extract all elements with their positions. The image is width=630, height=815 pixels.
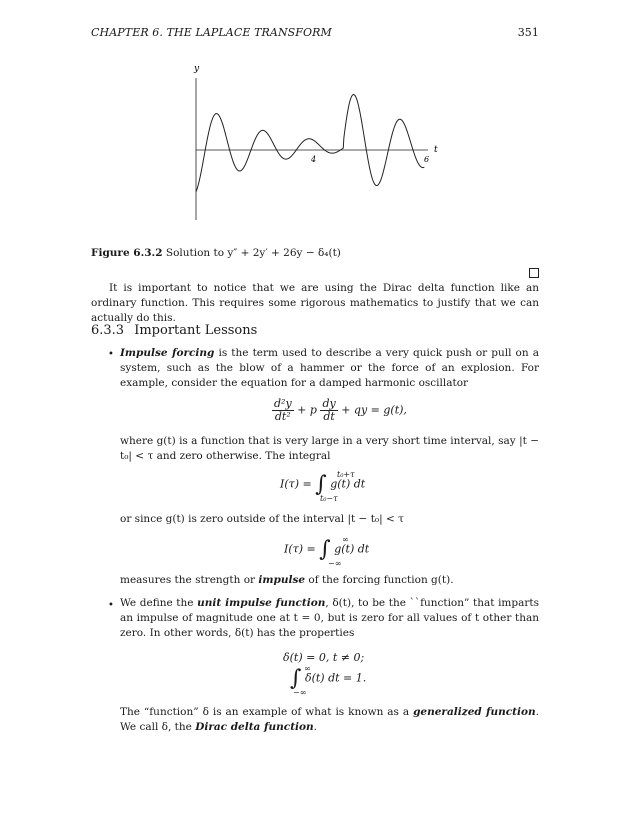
chapter-title: CHAPTER 6. THE LAPLACE TRANSFORM bbox=[91, 26, 332, 39]
solution-curve bbox=[196, 95, 424, 192]
tick-label-4: 4 bbox=[311, 155, 317, 164]
page-number: 351 bbox=[517, 26, 539, 39]
caption-text: Solution to y″ + 2y′ + 26y − δ₄(t) bbox=[165, 247, 341, 259]
frac2-den: dt bbox=[323, 410, 335, 423]
eq2-upper-limit: t₀+τ bbox=[337, 470, 355, 479]
term-dirac-delta: Dirac delta function bbox=[195, 721, 314, 733]
tick-label-6: 6 bbox=[424, 155, 430, 164]
eq2-right: g(t) dt bbox=[330, 477, 366, 491]
section-title: Important Lessons bbox=[134, 323, 258, 338]
frac2-num: dy bbox=[322, 397, 336, 410]
eq2-left: I(τ) = bbox=[280, 477, 312, 491]
eq3-upper-limit: ∞ bbox=[342, 535, 349, 544]
b2-text1b: , δ(t), to be the ``function” that imparts an impulse of magnitude one at t = 0, but is zero for all values of t other than zero. In other words, δ(t) has the properties bbox=[120, 597, 539, 639]
equation-impulse-integral bbox=[280, 472, 365, 506]
running-header bbox=[91, 26, 539, 42]
figure-caption bbox=[91, 247, 341, 259]
equation-impulse-infinite bbox=[284, 537, 369, 571]
term-impulse-forcing: Impulse forcing bbox=[120, 347, 215, 359]
equation-delta-zero: δ(t) = 0, t ≠ 0; bbox=[283, 651, 365, 664]
frac-dy bbox=[320, 398, 337, 423]
paragraph-delta-note: It is important to notice that we are using the Dirac delta function like an ordinary function. This requires some rigorous mathematics to justify that we can actually do this. bbox=[91, 282, 539, 324]
b1-text3: or since g(t) is zero outside of the interval |t − t₀| < τ bbox=[120, 513, 404, 525]
bullet-1: • bbox=[108, 349, 114, 360]
b2-eq2-right: δ(t) dt = 1. bbox=[304, 671, 367, 685]
eq3-left: I(τ) = bbox=[284, 542, 316, 556]
bullet-2: • bbox=[108, 600, 114, 611]
integral-sign-3: ∫ bbox=[290, 666, 302, 691]
integral-sign-2: ∫ bbox=[319, 537, 331, 562]
b1-text1: is the term used to describe a very quick push or pull on a system, such as the blow of a hammer or the force of an explosion. For example, consider the equation for a damped harmonic oscillator bbox=[120, 347, 539, 389]
t-axis-label: t bbox=[434, 145, 438, 155]
caption-label: Figure 6.3.2 bbox=[91, 247, 163, 259]
b1-text4b: of the forcing function g(t). bbox=[305, 574, 454, 586]
frac1-den: dt² bbox=[274, 410, 291, 423]
plot-svg bbox=[180, 58, 450, 228]
b1-text4 bbox=[120, 573, 539, 588]
term-unit-impulse: unit impulse function bbox=[197, 597, 326, 609]
eq3-lower-limit: −∞ bbox=[328, 559, 342, 568]
term-impulse: impulse bbox=[258, 574, 306, 586]
frac1-num: d²y bbox=[274, 397, 292, 410]
y-axis-label: y bbox=[194, 64, 200, 74]
b2-text2b: . We call δ, the bbox=[120, 706, 539, 733]
b2-text1a: We define the bbox=[120, 597, 198, 609]
eq1-end: + qy = g(t), bbox=[341, 403, 407, 417]
b1-text4a: measures the strength or bbox=[120, 574, 259, 586]
section-number: 6.3.3 bbox=[91, 323, 125, 338]
b2-eq2-upper-limit: ∞ bbox=[304, 664, 311, 673]
eq1-mid: + p bbox=[297, 403, 317, 417]
eq3-right: g(t) dt bbox=[334, 542, 370, 556]
qed-box bbox=[529, 268, 539, 278]
b2-text2 bbox=[120, 705, 539, 735]
b1-text2: where g(t) is a function that is very large in a very short time interval, say |t − t₀| < τ and zero otherwise. The integral bbox=[120, 435, 539, 462]
integral-sign-1: ∫ bbox=[315, 472, 327, 497]
figure-solution-plot bbox=[180, 58, 450, 228]
bullet-1-text bbox=[120, 346, 539, 391]
frac-d2y bbox=[272, 398, 294, 423]
term-generalized-function: generalized function bbox=[413, 706, 536, 718]
equation-delta-integral bbox=[290, 666, 366, 700]
b2-eq2-lower-limit: −∞ bbox=[293, 688, 307, 697]
bullet-2-text bbox=[120, 596, 539, 641]
b2-text2c: . bbox=[313, 721, 318, 733]
b2-text2a: The “function” δ is an example of what is known as a bbox=[120, 706, 414, 718]
section-heading bbox=[91, 323, 257, 338]
eq2-lower-limit: t₀−τ bbox=[320, 494, 338, 503]
equation-oscillator bbox=[272, 398, 407, 423]
